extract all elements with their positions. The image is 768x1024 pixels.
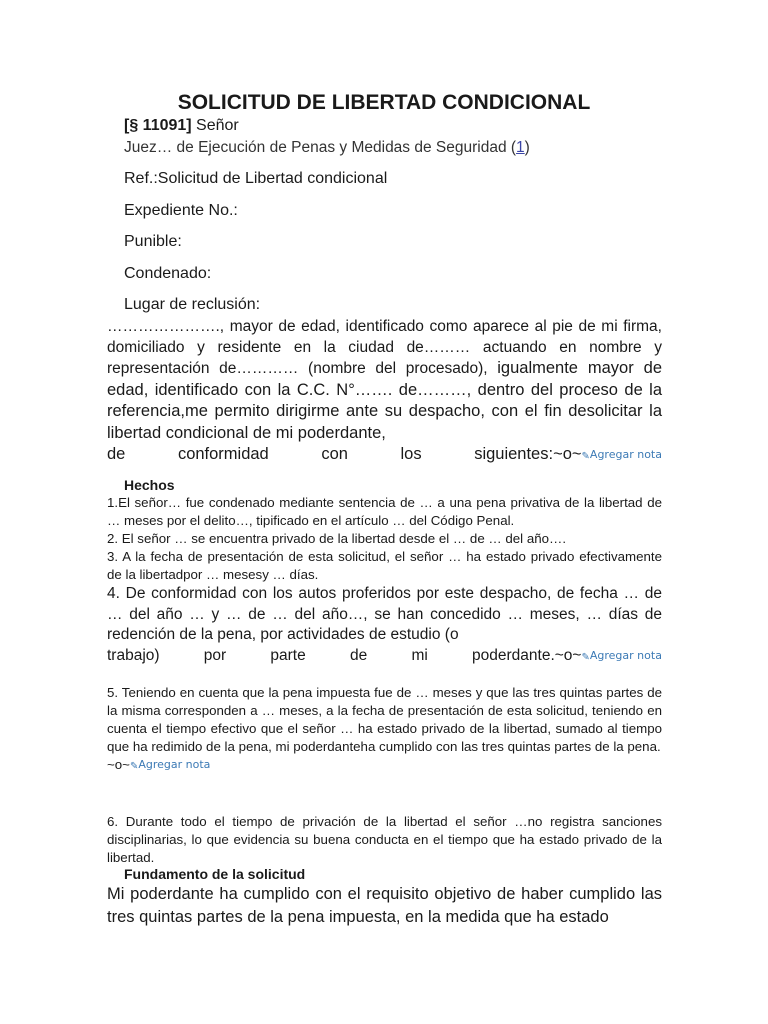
hecho-item-4-last-line [107, 646, 662, 669]
add-note-icon[interactable]: ✎ [129, 761, 139, 772]
intro-text-1: …………………., mayor de edad, identificado como aparece al pie de mi firma, domiciliado y residente en la ciudad de……… actuando en nombre y representación de………… (nombre del procesado), [107, 318, 662, 377]
add-note-link[interactable]: Agregar nota [589, 648, 662, 662]
lugar-field: Lugar de reclusión: [124, 296, 261, 313]
hecho-item-4-text: 4. De conformidad con los autos proferidos por este despacho, de fecha … de … del año … y … de … del año…, se han concedido … meses, … días de redención de la pena, por actividades de estudio (o [107, 585, 662, 643]
hecho-item-5-text: 5. Teniendo en cuenta que la pena impuesta fue de … meses y que las tres quintas partes de la misma corresponden a … meses, a la fecha de presentación de esta solicitud, teniendo en cuenta el tiempo efectivo que el señor … ha estado privado de la libertad, sumado al tiempo que ha redimido de la pena, mi poderdanteha cumplido con las tres quintas partes de la pena. [107, 685, 662, 754]
add-note-icon[interactable]: ✎ [581, 451, 590, 462]
intro-word: siguientes:~o~ [474, 445, 582, 463]
hecho-item-3: 3. A la fecha de presentación de esta solicitud, el señor … ha estado privado efectivamente de la libertadpor … mesesy … días. [107, 549, 662, 582]
item5-tail: ~o~ [107, 757, 130, 772]
item4-word: mi [411, 646, 428, 664]
item4-word-end [472, 646, 662, 669]
expediente-field: Expediente No.: [124, 202, 238, 219]
fundamento-heading: Fundamento de la solicitud [124, 866, 306, 882]
addressee-close: ) [524, 139, 530, 156]
intro-word: conformidad [177, 445, 269, 463]
ref-field: Ref.:Solicitud de Libertad condicional [124, 170, 388, 187]
condenado-field: Condenado: [124, 265, 212, 282]
add-note-link[interactable]: Agregar nota [138, 758, 211, 771]
document-title: SOLICITUD DE LIBERTAD CONDICIONAL [177, 91, 591, 114]
intro-word: con [321, 445, 348, 463]
intro-word: los [400, 445, 422, 463]
intro-word-end [474, 444, 662, 468]
item4-word: por [203, 646, 227, 664]
item4-word: de [349, 646, 368, 664]
hechos-heading: Hechos [124, 477, 175, 493]
fundamento-body: Mi poderdante ha cumplido con el requisito objetivo de haber cumplido las tres quintas partes de la pena impuesta, en la medida que ha estado [107, 885, 662, 926]
intro-word: de [107, 445, 126, 463]
addressee-line [124, 139, 530, 157]
hecho-item-6: 6. Durante todo el tiempo de privación de la libertad el señor …no registra sanciones disciplinarias, lo que evidencia su buena conducta en el tiempo que ha estado privado de la libertad. [107, 814, 662, 865]
intro-text-2: igualmente mayor de edad, identificado con la C.C. N°……. de………, dentro del proceso de la referencia,me permito dirigirme ante su despacho, con el fin desolicitar la libertad condicional de mi poderdante, [107, 359, 663, 442]
item4-word: poderdante.~o~ [472, 646, 582, 664]
hecho-item-4 [107, 584, 662, 668]
add-note-icon[interactable]: ✎ [581, 651, 590, 663]
hecho-item-1: 1.El señor… fue condenado mediante sentencia de … a una pena privativa de la libertad de … meses por el delito…, tipificado en el artículo … del Código Penal. [107, 495, 662, 528]
punible-field: Punible: [124, 233, 182, 250]
hecho-item-5 [107, 684, 662, 776]
intro-last-line [107, 444, 662, 468]
item4-word: parte [270, 646, 306, 664]
salutation: Señor [191, 117, 239, 134]
section-code: [§ 11091] [124, 117, 192, 134]
add-note-link[interactable]: Agregar nota [589, 448, 662, 461]
intro-paragraph [107, 317, 662, 468]
footnote-link[interactable]: 1 [516, 139, 525, 156]
salutation-line [124, 117, 239, 135]
hecho-item-2: 2. El señor … se encuentra privado de la libertad desde el … de … del año…. [107, 531, 567, 546]
addressee-text: Juez… de Ejecución de Penas y Medidas de Seguridad ( [124, 139, 517, 156]
item4-word: trabajo) [107, 646, 160, 664]
